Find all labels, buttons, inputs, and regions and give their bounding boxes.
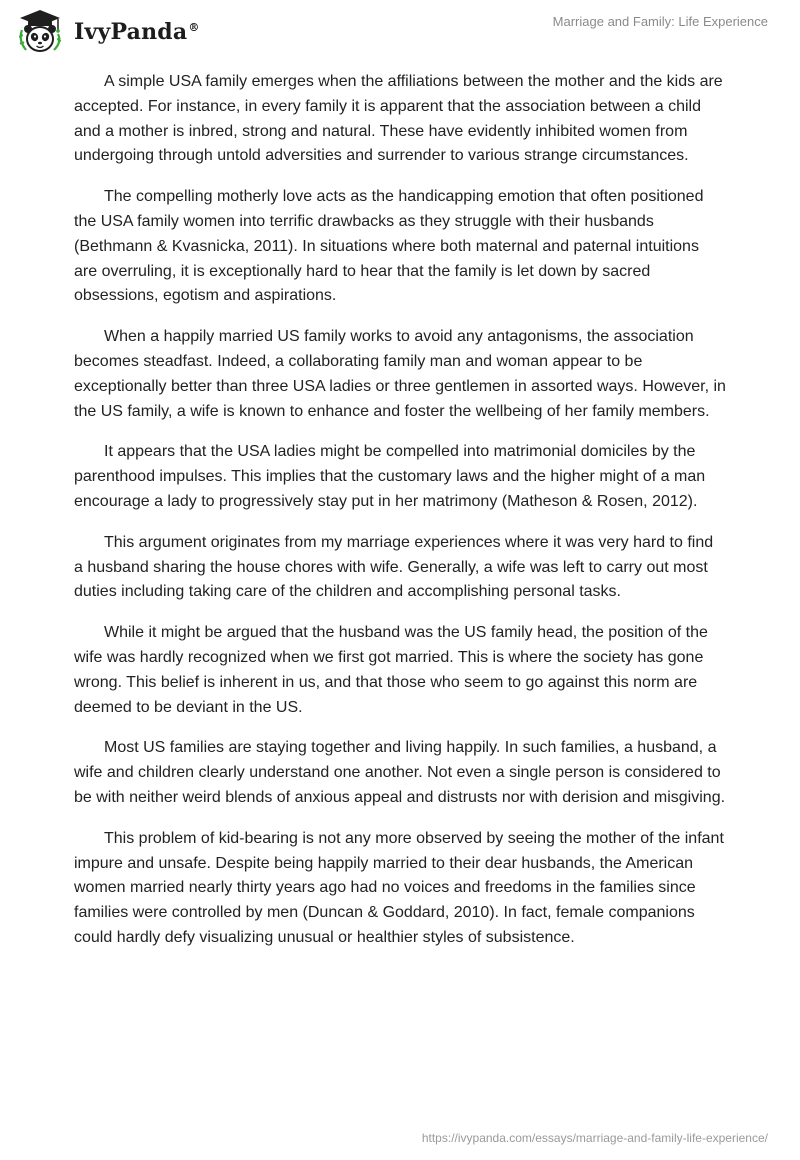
- paragraph: It appears that the USA ladies might be compelled into matrimonial domiciles by the parenthood impulses. This implies that the customary laws and the higher might of a man encourage a lady to progressively stay put in her matrimony (Matheson & Rosen, 2012).: [74, 443, 706, 510]
- brand-name: IvyPanda®: [74, 19, 200, 45]
- paragraph: A simple USA family emerges when the affiliations between the mother and the kids are accepted. For instance, in every family it is apparent that the association between a child and a mother is inbred, strong and natural. These have evidently inhibited women from undergoing through untold adversities and surrender to various strange circumstances.: [74, 73, 723, 165]
- source-url[interactable]: https://ivypanda.com/essays/marriage-and-family-life-experience/: [421, 1131, 768, 1145]
- paragraph: This argument originates from my marriage experiences where it was very hard to find a husband sharing the house chores with wife. Generally, a wife was left to carry out most duties including taking care of the children and accomplishing personal tasks.: [74, 533, 714, 601]
- brand-logo[interactable]: [14, 8, 200, 54]
- paragraph: When a happily married US family works to avoid any antagonisms, the association becomes steadfast. Indeed, a collaborating family man and woman appear to be exceptionally better than three USA ladies or three gentlemen in assorted ways. However, in the US family, a wife is known to enhance and foster the wellbeing of her family members.: [74, 328, 726, 420]
- panda-graduate-icon: [14, 8, 66, 54]
- registered-mark: ®: [188, 20, 200, 34]
- paragraph: While it might be argued that the husband was the US family head, the position of the wife was hardly recognized when we first got married. This is where the society has gone wrong. This belief is inherent in us, and that those who seem to go against this norm are deemed to be deviant in the US.: [74, 624, 708, 716]
- page-header: [0, 0, 800, 62]
- paragraph: This problem of kid-bearing is not any more observed by seeing the mother of the infant impure and unsafe. Despite being happily married to their dear husbands, the American women married nearly thirty years ago had no voices and freedoms in the families since families were controlled by men (Duncan & Goddard, 2010). In fact, female companions could hardly defy visualizing unusual or healthier styles of subsistence.: [74, 829, 724, 946]
- essay-body: [74, 70, 726, 967]
- document-title: Marriage and Family: Life Experience: [552, 14, 768, 29]
- paragraph: Most US families are staying together and living happily. In such families, a husband, a wife and children clearly understand one another. Not even a single person is considered to be with neither weird blends of anxious appeal and distrusts nor with derision and misgiving.: [74, 739, 726, 806]
- paragraph: The compelling motherly love acts as the handicapping emotion that often positioned the USA family women into terrific drawbacks as they struggle with their husbands (Bethmann & Kvasnicka, 2011). In situations where both maternal and paternal intuitions are overruling, it is exceptionally hard to hear that the family is let down by sacred obsessions, egotism and aspirations.: [74, 188, 704, 305]
